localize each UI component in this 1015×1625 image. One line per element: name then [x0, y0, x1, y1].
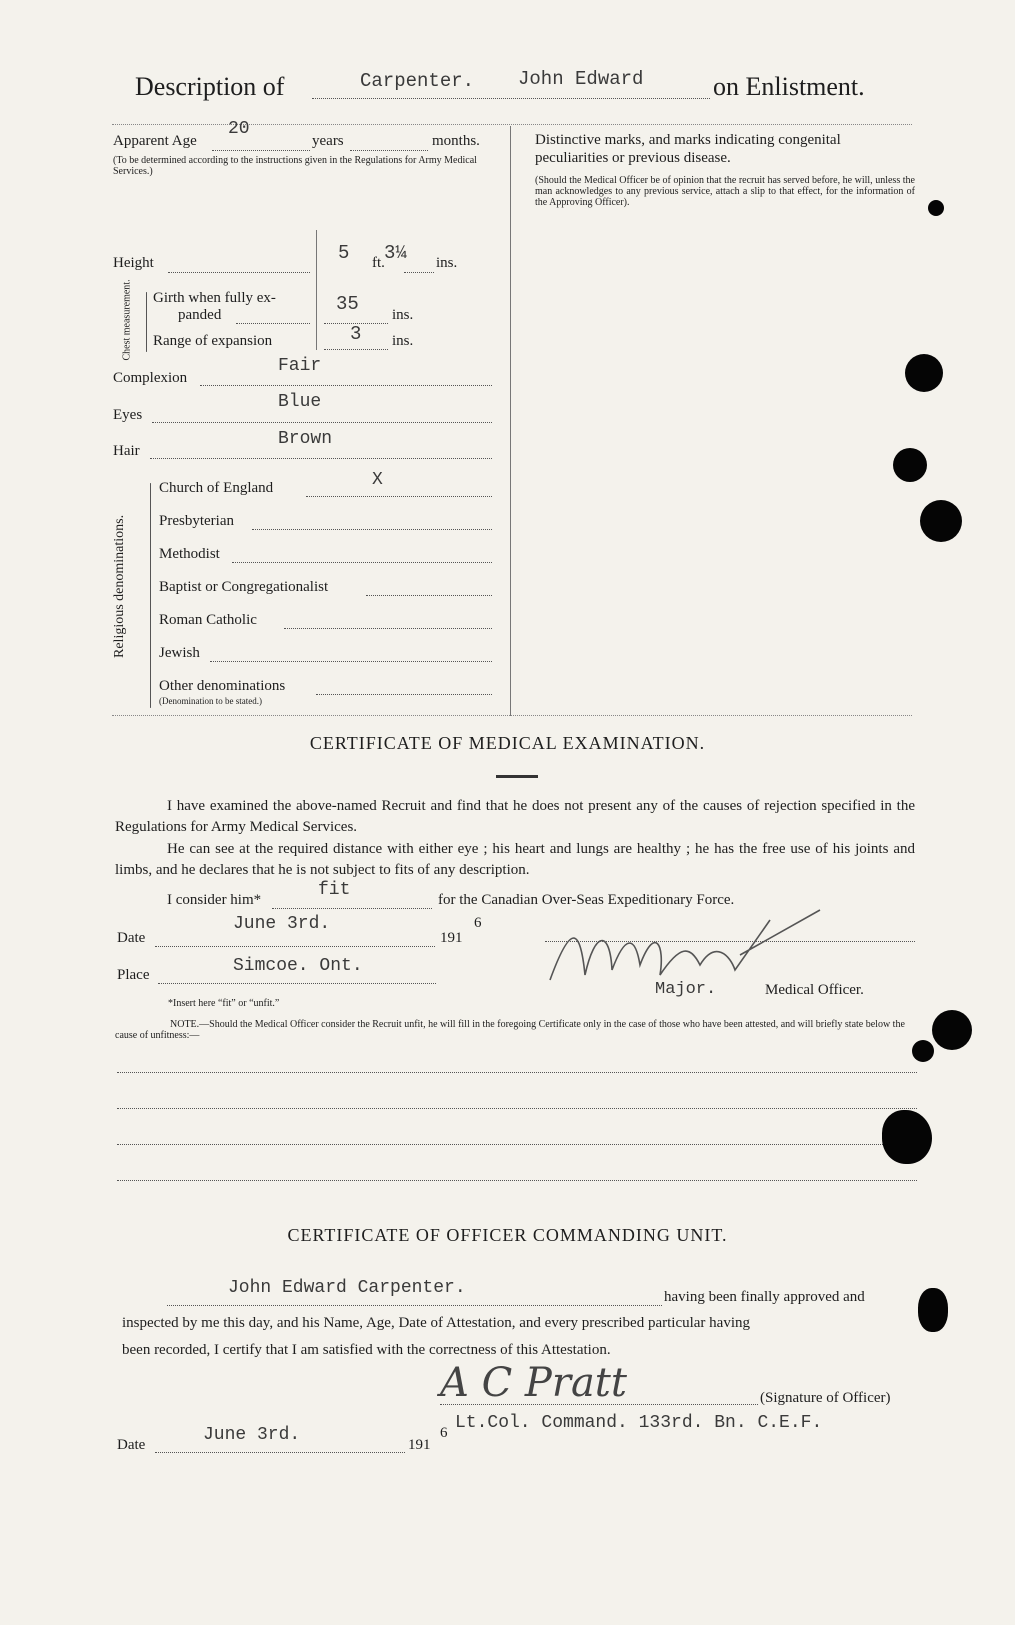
religion-roman-catholic: Roman Catholic [159, 612, 257, 628]
religion-dots-2 [232, 562, 492, 563]
commanding-date-dots [155, 1452, 405, 1453]
hair-value: Brown [278, 429, 333, 449]
height-ins-label: ins. [436, 255, 458, 271]
punch-hole [918, 1288, 948, 1332]
medical-date-label: Date [117, 930, 146, 946]
name-dots [167, 1305, 662, 1306]
complexion-value: Fair [278, 356, 322, 376]
girth-label-1: Girth when fully ex- [153, 290, 276, 306]
medical-title-rule [496, 775, 538, 778]
age-dots [212, 150, 310, 151]
punch-hole [893, 448, 927, 482]
range-value: 3 [350, 323, 362, 345]
age-note: (To be determined according to the instructions given in the Regulations for Army Medical Services.) [113, 155, 477, 177]
religion-presbyterian: Presbyterian [159, 513, 234, 529]
complexion-dots [200, 385, 492, 386]
religion-other: Other denominations [159, 678, 286, 694]
age-label: Apparent Age [113, 133, 197, 149]
religion-dots-1 [252, 529, 492, 530]
place-dots [158, 983, 436, 984]
title-suffix: on Enlistment. [713, 72, 865, 101]
girth-value: 35 [336, 293, 359, 315]
place-label: Place [117, 967, 150, 983]
marks-title: Distinctive marks, and marks indicating congenital peculiarities or previous disease. [535, 132, 841, 166]
consider-value: fit [318, 880, 351, 900]
unfitness-line-3 [117, 1144, 917, 1145]
girth-dots [236, 323, 310, 324]
title-prefix: Description of [135, 72, 285, 101]
medical-date-dots [155, 946, 435, 947]
medical-year-digit: 6 [474, 915, 482, 931]
religion-methodist: Methodist [159, 546, 220, 562]
commanding-officer-title: Lt.Col. Command. 133rd. Bn. C.E.F. [455, 1413, 823, 1433]
religion-other-note: (Denomination to be stated.) [159, 696, 262, 706]
religion-dots-6 [316, 694, 492, 695]
ink-blot [928, 200, 944, 216]
ft-label: ft. [372, 255, 385, 271]
chest-label: Chest measurement. [121, 279, 133, 361]
medical-year-prefix: 191 [440, 930, 463, 946]
girth-ins-label: ins. [392, 307, 414, 323]
commanding-text-1: having been finally approved and [664, 1289, 865, 1305]
signature-stroke [550, 910, 820, 980]
eyes-label: Eyes [113, 407, 143, 423]
height-in-dots [404, 272, 434, 273]
punch-hole [932, 1010, 972, 1050]
commanding-signature: A C Pratt [440, 1360, 627, 1406]
surname-value: Carpenter. [360, 70, 475, 92]
months-label: months. [432, 133, 480, 149]
column-separator [510, 126, 511, 716]
force-label: for the Canadian Over-Seas Expeditionary Force. [438, 892, 735, 908]
place-value: Simcoe. Ont. [233, 956, 363, 976]
commanding-date-value: June 3rd. [203, 1425, 301, 1445]
girth-label-2: panded [178, 307, 222, 323]
religion-dots-4 [284, 628, 492, 629]
signature-of-officer-label: (Signature of Officer) [760, 1390, 891, 1406]
punch-hole [912, 1040, 934, 1062]
hair-dots [150, 458, 492, 459]
mid-separator [112, 715, 912, 716]
unfitness-line-1 [117, 1072, 917, 1073]
commanding-year-digit: 6 [440, 1425, 448, 1441]
medical-date-value: June 3rd. [233, 914, 331, 934]
religion-brace [150, 483, 151, 708]
years-label: years [312, 133, 344, 149]
religion-dots-5 [210, 661, 492, 662]
commanding-year-prefix: 191 [408, 1437, 431, 1453]
commanding-date-label: Date [117, 1437, 146, 1453]
height-in-value: 3¼ [384, 242, 407, 264]
medical-para-1: I have examined the above-named Recruit and find that he does not present any of the causes of rejection specified in the Regulations for Army Medical Services. [115, 798, 915, 835]
commanding-text-2: inspected by me this day, and his Name, Age, Date of Attestation, and every prescribed particular having [122, 1315, 751, 1331]
medical-certificate-title: CERTIFICATE OF MEDICAL EXAMINATION. [309, 733, 706, 753]
punch-hole [882, 1110, 932, 1164]
height-dots [168, 272, 310, 273]
height-ft-value: 5 [338, 242, 350, 264]
height-label: Height [113, 255, 154, 271]
complexion-label: Complexion [113, 370, 188, 386]
commanding-name-value: John Edward Carpenter. [228, 1278, 466, 1298]
religion-jewish: Jewish [159, 645, 200, 661]
medical-para-2: He can see at the required distance with either eye ; his heart and lungs are healthy ; he has the free use of his joints and limbs, and he declares that he is not subject to fits of any description. [115, 841, 915, 878]
consider-label: I consider him* [167, 892, 262, 908]
marks-note: (Should the Medical Officer be of opinion that the recruit has served before, he will, unless the man acknowledges to any previous service, attach a slip to that effect, for the information of the Approving Officer). [535, 175, 915, 208]
unfitness-line-2 [117, 1108, 917, 1109]
eyes-value: Blue [278, 392, 322, 412]
unfitness-line-4 [117, 1180, 917, 1181]
months-dots [350, 150, 428, 151]
eyes-dots [152, 422, 492, 423]
commanding-text-3: been recorded, I certify that I am satisfied with the correctness of this Attestation. [122, 1342, 611, 1358]
header-dotted-line [312, 98, 710, 99]
age-value: 20 [228, 119, 250, 139]
medical-officer-label: Medical Officer. [765, 982, 864, 998]
range-dots [324, 349, 388, 350]
insert-note: *Insert here “fit” or “unfit.” [168, 998, 280, 1009]
religion-dots-3 [366, 595, 492, 596]
range-label: Range of expansion [153, 333, 273, 349]
medical-rank: Major. [655, 980, 717, 999]
religion-label: Religious denominations. [112, 514, 127, 658]
consider-dots [272, 908, 432, 909]
punch-hole [920, 500, 962, 542]
range-ins-label: ins. [392, 333, 414, 349]
religion-church-of-england: Church of England [159, 480, 274, 496]
given-names-value: John Edward [518, 68, 644, 90]
column-separator-inner [316, 230, 317, 350]
commanding-certificate-title: CERTIFICATE OF OFFICER COMMANDING UNIT. [287, 1225, 728, 1245]
religion-baptist: Baptist or Congregationalist [159, 579, 329, 595]
religion-mark: X [372, 470, 383, 490]
religion-dots-0 [306, 496, 492, 497]
chest-brace [146, 292, 147, 352]
punch-hole [905, 354, 943, 392]
hair-label: Hair [113, 443, 140, 459]
medical-note: NOTE.—Should the Medical Officer consider the Recruit unfit, he will fill in the foregoing Certificate only in the case of those who have been attested, and will briefly state below the cause of unfitness:— [115, 1019, 905, 1041]
